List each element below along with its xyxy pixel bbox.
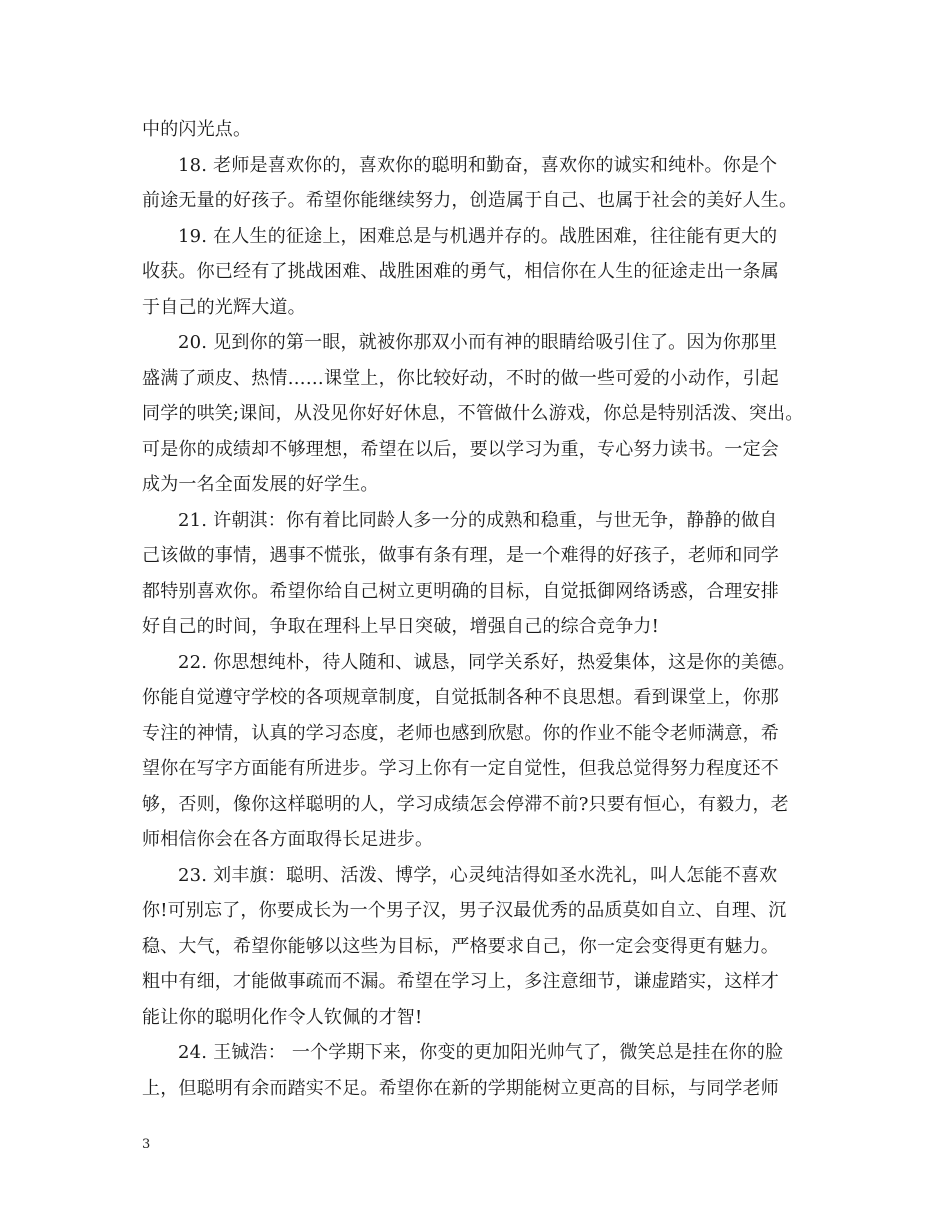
paragraph-line: 你能自觉遵守学校的各项规章制度，自觉抵制各种不良思想。看到课堂上，你那 [142, 687, 779, 708]
paragraph-line: 好自己的时间，争取在理科上早日突破，增强自己的综合竞争力! [142, 616, 660, 637]
paragraph-line: 能让你的聪明化作令人钦佩的才智! [142, 1006, 423, 1028]
paragraph-line: 你!可别忘了，你要成长为一个男子汉，男子汉最优秀的品质莫如自立、自理、沉 [142, 900, 787, 921]
paragraph-line: 收获。你已经有了挑战困难、战胜困难的勇气，相信你在人生的征途走出一条属 [142, 261, 779, 282]
paragraph-line: 前途无量的好孩子。希望你能继续努力，创造属于自己、也属于社会的美好人生。 [142, 190, 798, 211]
paragraph-line: 稳、大气，希望你能够以这些为目标，严格要求自己，你一定会变得更有魅力。 [142, 935, 779, 957]
paragraph-line: 专注的神情，认真的学习态度，老师也感到欣慰。你的作业不能令老师满意，希 [142, 722, 779, 744]
paragraph-line: 于自己的光辉大道。 [142, 296, 306, 318]
paragraph-first-line: 19. 在人生的征途上，困难总是与机遇并存的。战胜困难，往往能有更大的 [178, 225, 778, 247]
paragraph-line: 望你在写字方面能有所进步。学习上你有一定自觉性，但我总觉得努力程度还不 [142, 758, 779, 779]
paragraph-line: 都特别喜欢你。希望你给自己树立更明确的目标，自觉抵御网络诱惑，合理安排 [142, 580, 779, 602]
paragraph-line: 够，否则，像你这样聪明的人，学习成绩怎会停滞不前?只要有恒心，有毅力，老 [142, 793, 789, 815]
paragraph-first-line: 20. 见到你的第一眼，就被你那双小而有神的眼睛给吸引住了。因为你那里 [178, 332, 778, 353]
paragraph-first-line: 24. 王铖浩： 一个学期下来，你变的更加阳光帅气了，微笑总是挂在你的脸 [178, 1042, 784, 1063]
paragraph-line: 成为一名全面发展的好学生。 [142, 474, 379, 495]
page-number: 3 [142, 1137, 151, 1152]
paragraph-line: 可是你的成绩却不够理想，希望在以后，要以学习为重，专心努力读书。一定会 [142, 438, 779, 460]
document-body [142, 112, 812, 1106]
paragraph-first-line: 18. 老师是喜欢你的，喜欢你的聪明和勤奋，喜欢你的诚实和纯朴。你是个 [178, 154, 778, 176]
paragraph-line: 同学的哄笑;课间，从没见你好好休息，不管做什么游戏，你总是特别活泼、突出。 [142, 403, 804, 424]
paragraph-line: 中的闪光点。 [142, 119, 252, 140]
paragraph-first-line: 23. 刘丰旗：聪明、活泼、博学，心灵纯洁得如圣水洗礼，叫人怎能不喜欢 [178, 864, 778, 886]
paragraph-first-line: 22. 你思想纯朴，待人随和、诚恳，同学关系好，热爱集体，这是你的美德。 [178, 651, 796, 673]
paragraph-line: 师相信你会在各方面取得长足进步。 [142, 829, 434, 850]
paragraph-line: 己该做的事情，遇事不慌张，做事有条有理，是一个难得的好孩子，老师和同学 [142, 545, 779, 566]
paragraph-line: 粗中有细，才能做事疏而不漏。希望在学习上，多注意细节，谦虚踏实，这样才 [142, 971, 779, 992]
paragraph-line: 上，但聪明有余而踏实不足。希望你在新的学期能树立更高的目标，与同学老师 [142, 1077, 779, 1099]
paragraph-line: 盛满了顽皮、热情……课堂上，你比较好动，不时的做一些可爱的小动作，引起 [142, 367, 779, 389]
paragraph-first-line: 21. 许朝淇：你有着比同龄人多一分的成熟和稳重，与世无争，静静的做自 [178, 509, 778, 531]
